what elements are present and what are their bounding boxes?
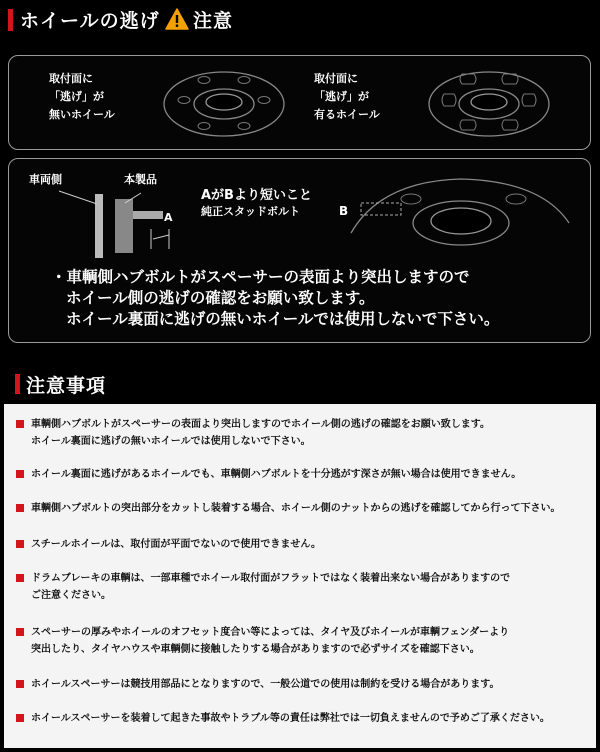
header-title: ホイールの逃げ — [20, 10, 160, 32]
warning-triangle-icon — [165, 8, 189, 30]
caution-item: 車輌側ハブボルトの突出部分をカットし装着する場合、ホイール側のナットからの逃げを確認してから行って下さい。 — [16, 500, 561, 517]
red-square-icon — [16, 628, 24, 636]
mark-b: B — [339, 204, 349, 218]
stud-bolt-label: 純正スタッドボルト — [201, 205, 300, 218]
red-square-icon — [16, 420, 24, 428]
cautions-title: 注意事項 — [26, 375, 107, 397]
spacer-detail-diagram — [341, 173, 571, 261]
caution-item: ドラムブレーキの車輌は、一部車種でホイール取付面がフラットではなく装着出来ない場合がありますので ご注意ください。 — [16, 570, 510, 604]
red-square-icon — [16, 470, 24, 478]
cautions-panel — [4, 404, 596, 748]
spacer-relief-diagram — [424, 62, 554, 142]
vehicle-side-label: 車両側 — [29, 173, 62, 186]
cautions-header — [0, 368, 600, 398]
caution-item: スペーサーの厚みやホイールのオフセット度合い等によっては、タイヤ及びホイールが車輌フェンダーより 突出したり、タイヤハウスや車輌側に接触したりする場合がありますので必ずサイズを確認下さい。 — [16, 624, 509, 658]
caution-item: ホイールスペーサーは競技用部品にとなりますので、一般公道での使用は制約を受ける場合があります。 — [16, 676, 500, 693]
header-note: 注意 — [193, 10, 234, 32]
header-accent-bar — [8, 9, 13, 31]
caution-item: ホイール裏面に逃げがあるホイールでも、車輌側ハブボルトを十分逃がす深さが無い場合は使用できません。 — [16, 466, 521, 483]
caution-item: スチールホイールは、取付面が平面でないので使用できません。 — [16, 536, 321, 553]
caution-item: ホイールスペーサーを装着して起きた事故やトラブル等の責任は弊社では一切負えませんので予めご了承ください。 — [16, 710, 550, 727]
cautions-accent-bar — [15, 374, 20, 394]
left-wheel-label: 取付面に 「逃げ」が 無いホイール — [49, 72, 115, 121]
red-square-icon — [16, 714, 24, 722]
product-label: 本製品 — [124, 173, 157, 186]
bolt-protrusion-box — [8, 158, 591, 343]
right-wheel-label: 取付面に 「逃げ」が 有るホイール — [314, 72, 380, 121]
mark-a: A — [164, 211, 173, 224]
red-square-icon — [16, 680, 24, 688]
condition-label: AがBより短いこと — [201, 188, 312, 203]
caution-item: 車輌側ハブボルトがスペーサーの表面より突出しますのでホイール側の逃げの確認をお願い致します。 ホイール裏面に逃げの無いホイールでは使用しないで下さい。 — [16, 416, 490, 450]
red-square-icon — [16, 540, 24, 548]
red-square-icon — [16, 504, 24, 512]
spacer-flat-diagram — [159, 62, 289, 142]
section-header — [0, 0, 600, 40]
main-notice: ・車輌側ハブボルトがスペーサーの表面より突出しますので ホイール側の逃げの確認をお願い致します。 ホイール裏面に逃げの無いホイールでは使用しないで下さい。 — [51, 268, 500, 328]
red-square-icon — [16, 574, 24, 582]
wheel-comparison-box — [8, 55, 591, 150]
